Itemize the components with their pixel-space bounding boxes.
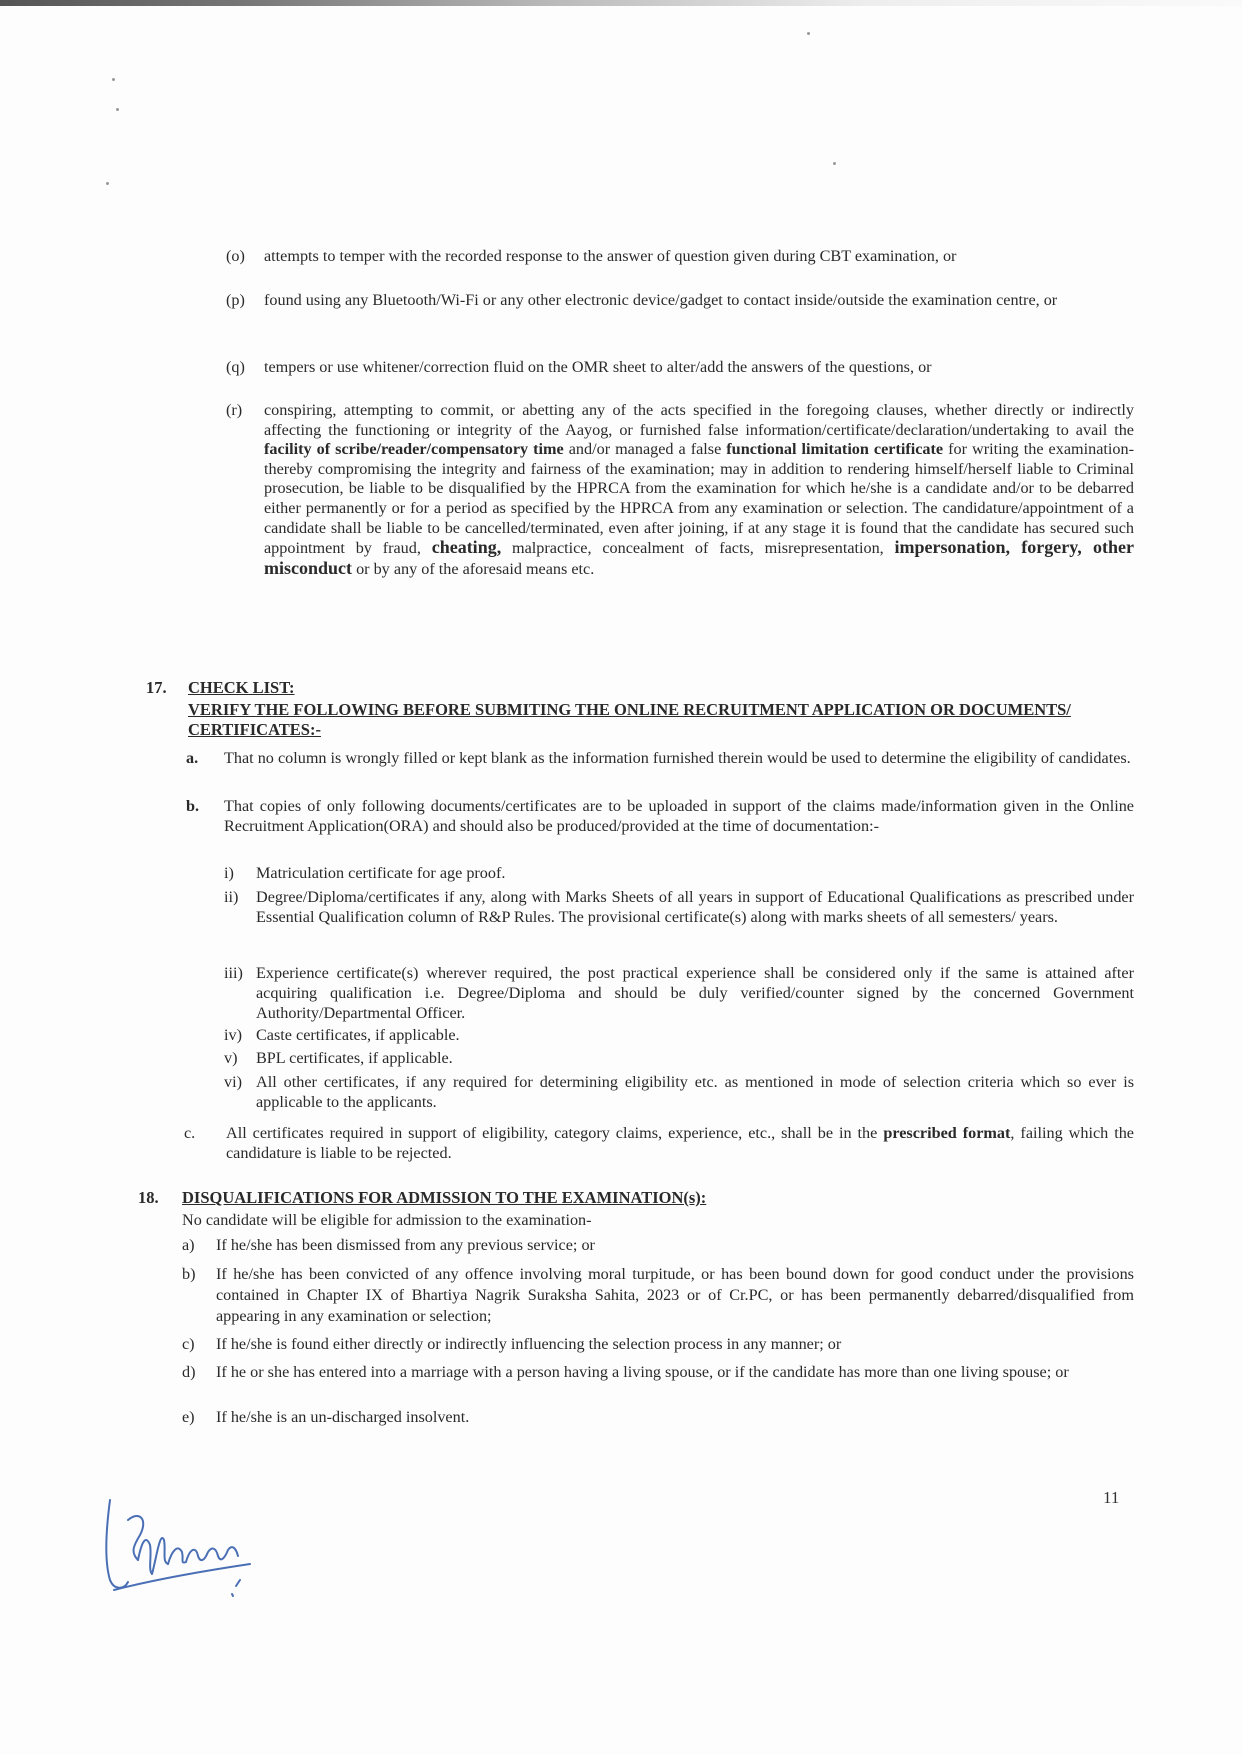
clause-label: (o): [226, 247, 245, 265]
clause-text: and/or managed a false: [563, 440, 727, 459]
clause-text: tempers or use whitener/correction fluid on the OMR sheet to alter/add the answers of the questions, or: [264, 358, 932, 376]
item-text: If he/she has been dismissed from any previous service; or: [216, 1236, 595, 1254]
disqualification-item: [182, 1362, 1134, 1383]
clause-p: [226, 290, 1134, 311]
page-number: 11: [1103, 1488, 1120, 1507]
item-text: Experience certificate(s) wherever required, the post practical experience shall be considered only if the same is attained after acquiring qualification i.e. Degree/Diploma and should be duly verified/counter signed by the concerned Government Authority/Departmental Officer.: [256, 964, 1134, 1022]
item-label: a.: [186, 749, 199, 767]
clause-q: [226, 357, 1134, 378]
section-18-number: 18.: [138, 1188, 159, 1207]
section-18-heading: DISQUALIFICATIONS FOR ADMISSION TO THE EXAMINATION(s):: [182, 1188, 707, 1207]
item-label: d): [182, 1363, 196, 1381]
bold-text: impersonation, forgery, other misconduct: [264, 537, 1134, 578]
clause-o: [226, 246, 1134, 267]
clause-label: (r): [226, 401, 243, 419]
clause-label: (p): [226, 291, 245, 309]
document-item: [224, 1049, 1134, 1069]
disqualification-item: [182, 1264, 1134, 1327]
document-item: [224, 888, 1134, 928]
document-item: [224, 1026, 1134, 1046]
item-label: c): [182, 1335, 195, 1353]
signature: [100, 1490, 270, 1600]
document-item: [224, 964, 1134, 1023]
section-17-number: 17.: [146, 678, 167, 697]
item-text: All certificates required in support of eligibility, category claims, experience, etc., shall be in the: [226, 1124, 884, 1142]
item-text: That copies of only following documents/certificates are to be uploaded in support of the claims made/information given in the Online Recruitment Application(ORA) and should also be produced/provided at the time of documentation:-: [224, 797, 1134, 835]
document-item: [224, 864, 1134, 884]
document-item: [224, 1073, 1134, 1113]
item-text: All other certificates, if any required for determining eligibility etc. as mentioned in mode of selection criteria which so ever is applicable to the applicants.: [256, 1073, 1134, 1111]
item-label: c.: [184, 1124, 196, 1142]
item-label: v): [224, 1049, 238, 1067]
bold-text: facility of scribe/reader/compensatory time: [264, 440, 564, 459]
disqualification-item: [182, 1236, 1134, 1256]
clause-text: found using any Bluetooth/Wi-Fi or any other electronic device/gadget to contact inside/outside the examination centre, or: [264, 291, 1058, 309]
item-label: ii): [224, 888, 239, 906]
section-17-heading: CHECK LIST:: [188, 678, 295, 697]
section-18-intro: No candidate will be eligible for admission to the examination-: [182, 1211, 592, 1229]
item-text: If he or she has entered into a marriage with a person having a living spouse, or if the candidate has more than one living spouse; or: [216, 1363, 1069, 1381]
item-label: b): [182, 1265, 196, 1283]
item-text: If he/she has been convicted of any offence involving moral turpitude, or has been bound down for good conduct under the provisions contained in Chapter IX of Bhartiya Nagrik Suraksha Sahita, 2023 or of Cr.PC, or has been permanently debarred/disqualified from appearing in any examination or selection;: [216, 1265, 1134, 1325]
bold-text: prescribed format: [883, 1124, 1011, 1142]
disqualification-item: [182, 1335, 1134, 1355]
item-label: iv): [224, 1026, 242, 1044]
section-17-subheading: VERIFY THE FOLLOWING BEFORE SUBMITING THE ONLINE RECRUITMENT APPLICATION OR DOCUMENTS/ CERTIFICATES:-: [188, 700, 1071, 739]
clause-text: for writing the examination-thereby compromising the integrity and fairness of the examination; may in addition to rendering himself/herself liable to Criminal prosecution, be liable to be disqualified by the HPRCA from the examination for which he/she is a candidate and/or to be debarred either permanently or for a period as specified by the HPRCA from any examination or selection. The candidature/appointment of a candidate shall be liable to be cancelled/terminated, even after joining, if at any stage it is found that the candidate has secured such appointment by fraud,: [264, 440, 1134, 558]
item-text: , failing which the candidature is liable to be rejected.: [226, 1124, 1134, 1162]
item-label: iii): [224, 964, 243, 982]
item-label: vi): [224, 1073, 242, 1091]
clause-text: conspiring, attempting to commit, or abetting any of the acts specified in the foregoing clauses, whether directly or indirectly affecting the functioning or integrity of the Aayog, or furnished false information/certificate/declaration/undertaking to avail the: [264, 401, 1134, 439]
item-text: Caste certificates, if applicable.: [256, 1026, 460, 1044]
clause-label: (q): [226, 358, 245, 376]
item-text: If he/she is found either directly or indirectly influencing the selection process in any manner; or: [216, 1335, 842, 1353]
checklist-item-b: [186, 797, 1134, 837]
checklist-item-c: [184, 1124, 1134, 1164]
bold-text: cheating,: [431, 537, 502, 558]
item-label: b.: [186, 797, 200, 815]
item-label: e): [182, 1408, 195, 1426]
item-text: BPL certificates, if applicable.: [256, 1049, 453, 1067]
bold-text: functional limitation certificate: [726, 440, 944, 459]
checklist-item-a: [186, 749, 1134, 769]
clause-r: [226, 401, 1134, 579]
item-text: If he/she is an un-discharged insolvent.: [216, 1408, 470, 1426]
item-text: Degree/Diploma/certificates if any, along with Marks Sheets of all years in support of Educational Qualifications as prescribed under Essential Qualification column of R&P Rules. The provisional certificate(s) along with marks sheets of all semesters/ years.: [256, 888, 1134, 926]
item-text: That no column is wrongly filled or kept blank as the information furnished therein would be used to determine the eligibility of candidates.: [224, 749, 1131, 767]
item-label: i): [224, 864, 234, 882]
disqualification-item: [182, 1408, 1134, 1428]
clause-text: attempts to temper with the recorded response to the answer of question given during CBT examination, or: [264, 247, 957, 265]
item-text: Matriculation certificate for age proof.: [256, 864, 506, 882]
clause-text: or by any of the aforesaid means etc.: [352, 559, 595, 578]
item-label: a): [182, 1236, 195, 1254]
clause-text: malpractice, concealment of facts, misrepresentation,: [501, 539, 895, 558]
